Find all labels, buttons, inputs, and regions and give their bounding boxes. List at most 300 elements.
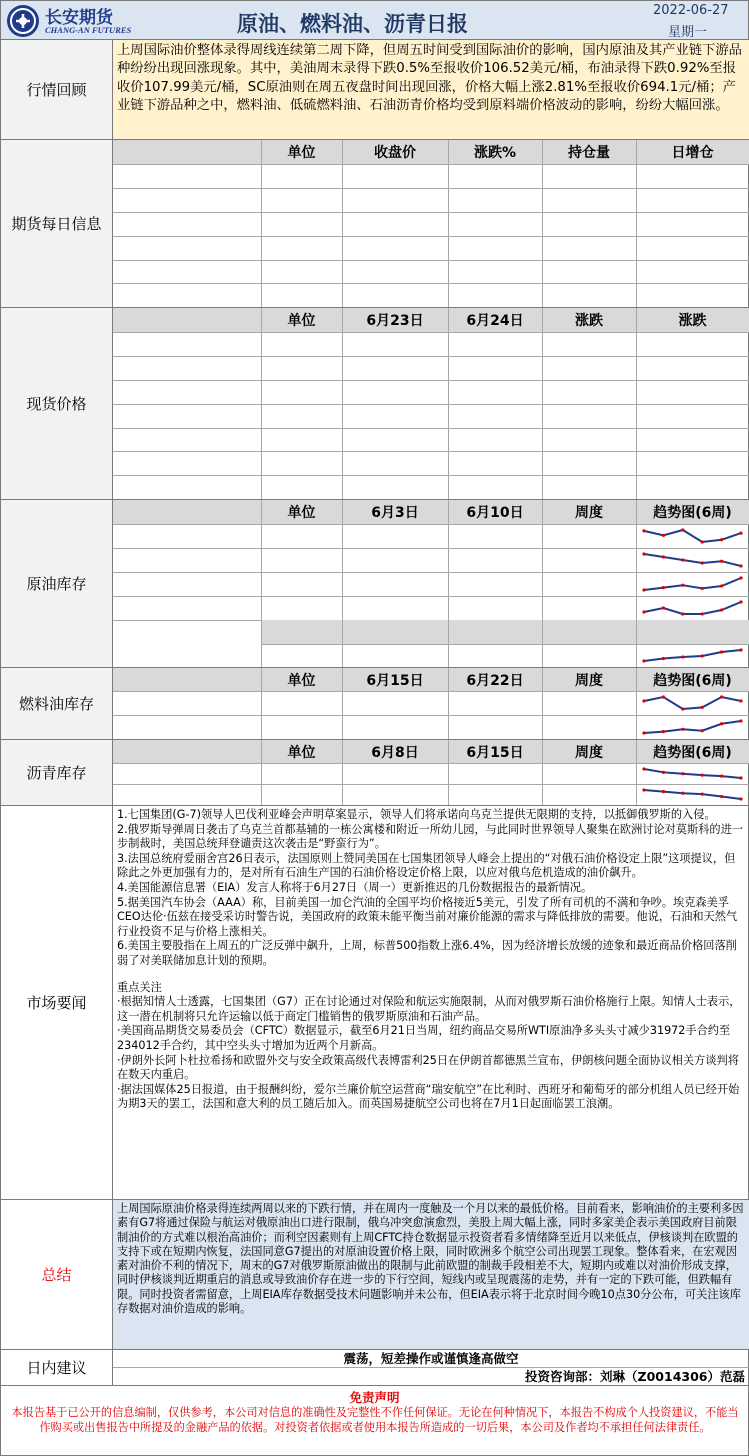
price-day2 — [448, 380, 542, 404]
column-header: 周度 — [542, 500, 636, 524]
news-item: 2.俄罗斯导弹周日袭击了乌克兰首都基辅的一栋公寓楼和附近一所幼儿园，与此同时世界领导人聚集在欧洲讨论对莫斯科的进一步制裁时，美国总统拜登谴责这次袭击是“野蛮行为”。 — [117, 822, 743, 851]
price-day2 — [448, 332, 542, 356]
report-date: 2022-06-27 — [653, 3, 729, 18]
value-1 — [342, 524, 448, 548]
column-header: 趋势图(6周) — [636, 500, 749, 524]
column-header: 单位 — [261, 140, 342, 164]
sparkline-point — [720, 560, 723, 563]
crude-inventory-table — [113, 500, 749, 667]
col-divider — [261, 140, 262, 307]
change-pct — [636, 452, 749, 476]
contract-name — [113, 212, 261, 236]
col-divider — [448, 308, 449, 499]
sparkline-point — [739, 576, 742, 579]
column-header — [542, 620, 636, 644]
sparkline-point — [642, 731, 645, 734]
column-header: 涨跌% — [448, 140, 542, 164]
trend-sparkline — [638, 575, 747, 593]
row-divider — [113, 332, 749, 333]
unit — [261, 283, 342, 307]
price-day1 — [342, 404, 448, 428]
contract-name — [113, 188, 261, 212]
value-2 — [448, 548, 542, 572]
close-price — [342, 235, 448, 259]
sparkline-point — [662, 606, 665, 609]
col-divider — [342, 740, 343, 805]
unit — [261, 259, 342, 283]
value-2 — [448, 596, 542, 620]
trend-sparkline — [638, 599, 747, 617]
change-pct — [636, 356, 749, 380]
col-divider — [448, 140, 449, 307]
value-2 — [448, 644, 542, 667]
open-interest — [542, 259, 636, 283]
column-header: 6月15日 — [448, 740, 542, 763]
futures-label: 期货每日信息 — [1, 140, 113, 307]
unit — [261, 188, 342, 212]
col-divider — [342, 620, 343, 667]
unit — [261, 475, 342, 499]
close-price — [342, 188, 448, 212]
column-header: 涨跌 — [636, 308, 749, 332]
sparkline-point — [681, 707, 684, 710]
rig-count-name — [113, 620, 261, 667]
change — [542, 332, 636, 356]
sparkline-point — [662, 657, 665, 660]
column-header: 6月8日 — [342, 740, 448, 763]
col-divider — [448, 668, 449, 739]
intraday-label: 日内建议 — [1, 1350, 113, 1385]
focus-item: ·美国商品期货交易委员会（CFTC）数据显示，截至6月21日当周，纽约商品交易所WTI原油净多头头寸减少31972手合约至234012手合约，其中空头头寸增加为近两个月新高。 — [117, 1024, 731, 1052]
col-divider — [261, 308, 262, 499]
value-2 — [448, 572, 542, 596]
row-divider — [113, 572, 749, 573]
row-divider — [261, 644, 749, 645]
sparkline-point — [662, 555, 665, 558]
sparkline-point — [701, 729, 704, 732]
sparkline-point — [662, 534, 665, 537]
column-header: 6月3日 — [342, 500, 448, 524]
disclaimer-title: 免责声明 — [349, 1390, 400, 1405]
news-body — [113, 806, 749, 1199]
value-1 — [342, 596, 448, 620]
value-2 — [448, 763, 542, 784]
column-header: 单位 — [261, 308, 342, 332]
fuel-inventory-section — [0, 668, 749, 740]
row-divider — [113, 524, 749, 525]
open-interest — [542, 188, 636, 212]
change — [542, 404, 636, 428]
sparkline-point — [662, 790, 665, 793]
row-divider — [113, 715, 749, 716]
value-1 — [342, 644, 448, 667]
row-divider — [113, 451, 749, 452]
news-item: 3.法国总统府爱丽舍宫26日表示，法国原则上赞同美国在七国集团领导人峰会上提出的“对俄石油价格设定上限”这项提议，但除此之外更加强有力的，是对所有石油生产国的石油价格设定价格上限，以应对俄乌危机造成的油价飙升。 — [117, 851, 736, 880]
value-2 — [448, 524, 542, 548]
sparkline-point — [642, 610, 645, 613]
sparkline-line — [644, 530, 741, 542]
change — [542, 475, 636, 499]
row-divider — [113, 475, 749, 476]
sparkline-point — [642, 659, 645, 662]
fuel-inventory-table — [113, 668, 749, 739]
company-name-cn: 长安期货 — [45, 8, 113, 28]
weekly-change — [542, 691, 636, 715]
unit — [261, 164, 342, 188]
sparkline-point — [739, 776, 742, 779]
consultant-info: 投资咨询部：刘琳（Z0014306）范磊 — [525, 1369, 745, 1384]
trend-sparkline — [638, 766, 747, 781]
product-name — [113, 475, 261, 499]
sparkline-line — [644, 721, 741, 733]
sparkline-point — [739, 648, 742, 651]
change-pct — [448, 235, 542, 259]
col-divider — [542, 500, 543, 620]
sparkline-point — [739, 797, 742, 800]
report-weekday: 星期一 — [668, 25, 708, 40]
change — [542, 428, 636, 452]
sparkline-line — [644, 769, 741, 778]
column-header: 单位 — [261, 500, 342, 524]
change-pct — [636, 404, 749, 428]
daily-increase — [636, 188, 749, 212]
sparkline-point — [662, 586, 665, 589]
column-header: 收盘价 — [342, 140, 448, 164]
price-day2 — [448, 452, 542, 476]
sparkline-point — [681, 584, 684, 587]
column-header: 日增仓 — [636, 140, 749, 164]
product-name — [113, 404, 261, 428]
news-label: 市场要闻 — [1, 806, 113, 1199]
column-header: 6月24日 — [448, 308, 542, 332]
column-header — [636, 620, 749, 644]
row-divider — [113, 548, 749, 549]
change — [542, 452, 636, 476]
spot-table — [113, 308, 749, 499]
item-name — [113, 548, 261, 572]
company-logo — [7, 5, 39, 37]
row-divider — [113, 356, 749, 357]
sparkline-line — [644, 650, 741, 661]
unit — [261, 212, 342, 236]
value-2 — [448, 784, 542, 805]
column-header: 趋势图(6周) — [636, 740, 749, 763]
value-2 — [448, 691, 542, 715]
unit — [261, 644, 342, 667]
price-day2 — [448, 404, 542, 428]
daily-increase — [636, 164, 749, 188]
sparkline-point — [720, 775, 723, 778]
col-divider — [636, 140, 637, 307]
news-spacer — [117, 969, 745, 981]
col-divider — [542, 140, 543, 307]
col-divider — [542, 740, 543, 805]
sparkline-line — [644, 790, 741, 799]
col-divider — [342, 140, 343, 307]
value-1 — [342, 691, 448, 715]
unit — [261, 404, 342, 428]
sparkline-line — [644, 554, 741, 566]
column-header: 6月15日 — [342, 668, 448, 691]
sparkline-point — [701, 561, 704, 564]
unit — [261, 428, 342, 452]
sparkline-point — [681, 528, 684, 531]
col-divider — [636, 308, 637, 499]
col-divider — [261, 620, 262, 667]
col-divider — [261, 740, 262, 805]
unit — [261, 596, 342, 620]
unit — [261, 784, 342, 805]
change-pct — [636, 428, 749, 452]
sparkline-point — [662, 730, 665, 733]
sparkline-point — [720, 608, 723, 611]
weekly-change — [542, 572, 636, 596]
sparkline-point — [720, 584, 723, 587]
row-divider — [113, 164, 749, 165]
column-header: 6月23日 — [342, 308, 448, 332]
unit — [261, 380, 342, 404]
sparkline-point — [701, 540, 704, 543]
col-divider — [342, 500, 343, 620]
item-name — [113, 524, 261, 548]
row-divider — [113, 404, 749, 405]
price-day1 — [342, 452, 448, 476]
unit — [261, 548, 342, 572]
spot-label: 现货价格 — [1, 308, 113, 499]
value-1 — [342, 784, 448, 805]
row-divider — [113, 188, 749, 189]
change-pct — [636, 332, 749, 356]
column-header: 周度 — [542, 668, 636, 691]
weekly-change — [542, 763, 636, 784]
daily-increase — [636, 259, 749, 283]
price-day1 — [342, 380, 448, 404]
row-divider — [113, 784, 749, 785]
contract-name — [113, 283, 261, 307]
unit — [261, 356, 342, 380]
sparkline-point — [720, 538, 723, 541]
sparkline-line — [644, 697, 741, 709]
column-header — [448, 620, 542, 644]
column-header: 6月22日 — [448, 668, 542, 691]
product-name — [113, 332, 261, 356]
trend-sparkline — [638, 694, 747, 712]
unit — [261, 235, 342, 259]
crude-inventory-section — [0, 500, 749, 668]
open-interest — [542, 212, 636, 236]
price-day2 — [448, 475, 542, 499]
change-pct — [448, 188, 542, 212]
trend-sparkline — [638, 787, 747, 802]
col-divider — [261, 668, 262, 739]
item-name — [113, 784, 261, 805]
sparkline-point — [739, 719, 742, 722]
focus-title: 重点关注 — [117, 980, 162, 994]
product-name — [113, 356, 261, 380]
weekly-change — [542, 715, 636, 739]
unit — [261, 572, 342, 596]
summary-section — [0, 1200, 749, 1350]
close-price — [342, 164, 448, 188]
futures-section — [0, 140, 749, 308]
change-pct — [448, 164, 542, 188]
sparkline-point — [662, 695, 665, 698]
item-name — [113, 763, 261, 784]
change-pct — [636, 380, 749, 404]
asphalt-inventory-table — [113, 740, 749, 805]
weekly-change — [542, 596, 636, 620]
item-name — [113, 572, 261, 596]
summary-text: 上周国际原油价格录得连续两周以来的下跌行情，并在周内一度触及一个月以来的最低价格。目前看来，影响油价的主要利多因素有G7将通过保险与航运对俄原油出口进行限制，俄乌冲突愈演愈烈，美股上周大幅上涨，同时多家美企表示美国政府目前限制油价的方式难以根治高油价；而利空因素则有上周CFTC持仓数据显示投资者看多情绪降至近月以来低点，伊核谈判在欧盟的支持下或在短期内恢复，法国同意G7提出的对原油设置价格上限，同时欧洲多个航空公司出现罢工现象。整体看来，在宏观因素对油价不利的情况下，周末的G7对俄罗斯原油做出的限制与此前欧盟的制裁手段相差不大，短期内或难以对油价形成支撑，同时伊核谈判近期重启的消息或导致油价存在进一步的下行空间，短线内或呈现震荡的走势，并有一定的下跌可能，但跌幅有限。同时投资者需留意，上周EIA库存数据受技术问题影响并未公布，但EIA表示将于北京时间今晚10点30分公布，可关注该库存数据对油价造成的影响。 — [113, 1200, 749, 1349]
weekly-change — [542, 784, 636, 805]
product-name — [113, 452, 261, 476]
focus-item: ·伊朗外长阿卜杜拉希扬和欧盟外交与安全政策高级代表博雷利25日在伊朗首都德黑兰宣布，伊朗核问题全面协议相关方谈判将在数天内重启。 — [117, 1053, 739, 1082]
sparkline-point — [720, 722, 723, 725]
sparkline-point — [642, 529, 645, 532]
col-divider — [261, 500, 262, 620]
sparkline-point — [642, 699, 645, 702]
sparkline-point — [642, 788, 645, 791]
trend-sparkline — [638, 551, 747, 569]
asphalt-inventory-section — [0, 740, 749, 806]
sparkline-point — [739, 600, 742, 603]
daily-increase — [636, 283, 749, 307]
news-item: 6.美国主要股指在上周五的广泛反弹中飙升，上周，标普500指数上涨6.4%，因为经济增长放缓的迹象和最近商品价格回落削弱了对美联储加息计划的预期。 — [117, 939, 737, 967]
sparkline-point — [701, 612, 704, 615]
trend-sparkline — [638, 647, 747, 664]
column-header: 涨跌 — [542, 308, 636, 332]
news-item: 5.据美国汽车协会（AAA）称，目前美国一加仑汽油的全国平均价格接近5美元，引发了所有司机的不满和争吵。埃克森美孚CEO达伦·伍兹在接受采访时警告说，美国政府的政策未能平衡当前对廉价能源的需求与降低排放的需要。他说，石油和天然气行业投资不足与价格上涨相关。 — [117, 895, 738, 938]
unit — [261, 452, 342, 476]
news-item: 4.美国能源信息署（EIA）发言人称将于6月27日（周一）更新推迟的几份数据报告的最新情况。 — [117, 880, 593, 894]
row-divider — [113, 212, 749, 213]
row-divider — [113, 428, 749, 429]
row-divider — [113, 236, 749, 237]
daily-increase — [636, 212, 749, 236]
review-text: 上周国际油价整体录得周线连续第二周下降，但周五时间受到国际油价的影响，国内原油及其产业链下游品种纷纷出现回涨现象。其中，美油周末录得下跌0.5%至报收价106.52美元/桶，布油录得下跌0.92%至报收价107.99美元/桶，SC原油则在周五夜盘时间出现回涨，价格大幅上涨2.81%至报收价694.1元/桶；产业链下游品种之中，燃料油、低硫燃料油、石油沥青价格均受到原料端价格波动的影响，纷纷大幅回涨。 — [113, 40, 749, 139]
sparkline-line — [644, 602, 741, 614]
header-bar — [0, 0, 749, 40]
value-1 — [342, 715, 448, 739]
col-divider — [636, 620, 637, 667]
daily-increase — [636, 235, 749, 259]
value-1 — [342, 548, 448, 572]
product-name — [113, 380, 261, 404]
sparkline-point — [720, 695, 723, 698]
sparkline-point — [720, 650, 723, 653]
column-header: 趋势图(6周) — [636, 668, 749, 691]
col-divider — [636, 740, 637, 805]
sparkline-point — [681, 558, 684, 561]
row-divider — [113, 283, 749, 284]
open-interest — [542, 283, 636, 307]
fuel-inventory-label: 燃料油库存 — [1, 668, 113, 739]
weekly-change — [542, 524, 636, 548]
sparkline-point — [681, 612, 684, 615]
change — [542, 380, 636, 404]
sparkline-point — [701, 654, 704, 657]
price-day1 — [342, 475, 448, 499]
sparkline-point — [642, 588, 645, 591]
unit — [261, 715, 342, 739]
col-divider — [448, 740, 449, 805]
spot-section — [0, 308, 749, 500]
price-day2 — [448, 356, 542, 380]
row-divider — [113, 380, 749, 381]
row-divider — [113, 763, 749, 764]
column-header: 持仓量 — [542, 140, 636, 164]
change-pct — [448, 212, 542, 236]
weekly-change — [542, 548, 636, 572]
sparkline-point — [701, 774, 704, 777]
unit — [261, 524, 342, 548]
column-header — [342, 620, 448, 644]
col-divider — [542, 308, 543, 499]
item-name — [113, 715, 261, 739]
column-header: 6月10日 — [448, 500, 542, 524]
sparkline-point — [662, 771, 665, 774]
disclaimer-section — [0, 1386, 749, 1456]
change-pct — [636, 475, 749, 499]
contract-name — [113, 259, 261, 283]
sparkline-point — [642, 767, 645, 770]
asphalt-inventory-label: 沥青库存 — [1, 740, 113, 805]
item-name — [113, 596, 261, 620]
value-1 — [342, 572, 448, 596]
sparkline-point — [681, 772, 684, 775]
row-divider — [113, 691, 749, 692]
unit — [261, 763, 342, 784]
futures-table — [113, 140, 749, 307]
unit — [261, 332, 342, 356]
column-header — [261, 620, 342, 644]
sparkline-point — [701, 587, 704, 590]
company-name-en: CHANG-AN FUTURES — [45, 25, 132, 35]
contract-name — [113, 164, 261, 188]
value-1 — [342, 763, 448, 784]
change — [542, 356, 636, 380]
column-header: 单位 — [261, 740, 342, 763]
price-day1 — [342, 356, 448, 380]
item-name — [113, 691, 261, 715]
change-pct — [448, 283, 542, 307]
report-title: 原油、燃料油、沥青日报 — [237, 12, 468, 36]
close-price — [342, 283, 448, 307]
column-header: 周度 — [542, 740, 636, 763]
price-day1 — [342, 428, 448, 452]
change-pct — [448, 259, 542, 283]
column-header: 单位 — [261, 668, 342, 691]
col-divider — [448, 620, 449, 667]
intraday-section — [0, 1350, 749, 1386]
close-price — [342, 259, 448, 283]
trend-sparkline — [638, 527, 747, 545]
disclaimer-text: 本报告基于已公开的信息编制，仅供参考，本公司对信息的准确性及完整性不作任何保证。无论在何种情况下，本报告不构成个人投资建议，不能当作购买或出售报告中所提及的金融产品的依据。对投资者依据或者使用本报告所造成的一切后果，本公司及作者均不承担任何法律责任。 — [11, 1406, 739, 1434]
crude-inventory-label: 原油库存 — [1, 500, 113, 667]
col-divider — [636, 668, 637, 739]
col-divider — [636, 500, 637, 620]
open-interest — [542, 164, 636, 188]
review-section — [0, 40, 749, 140]
price-day2 — [448, 428, 542, 452]
col-divider — [342, 308, 343, 499]
col-divider — [542, 668, 543, 739]
col-divider — [342, 668, 343, 739]
sparkline-point — [739, 532, 742, 535]
sparkline-point — [681, 792, 684, 795]
col-divider — [448, 500, 449, 620]
review-label: 行情回顾 — [1, 40, 113, 139]
